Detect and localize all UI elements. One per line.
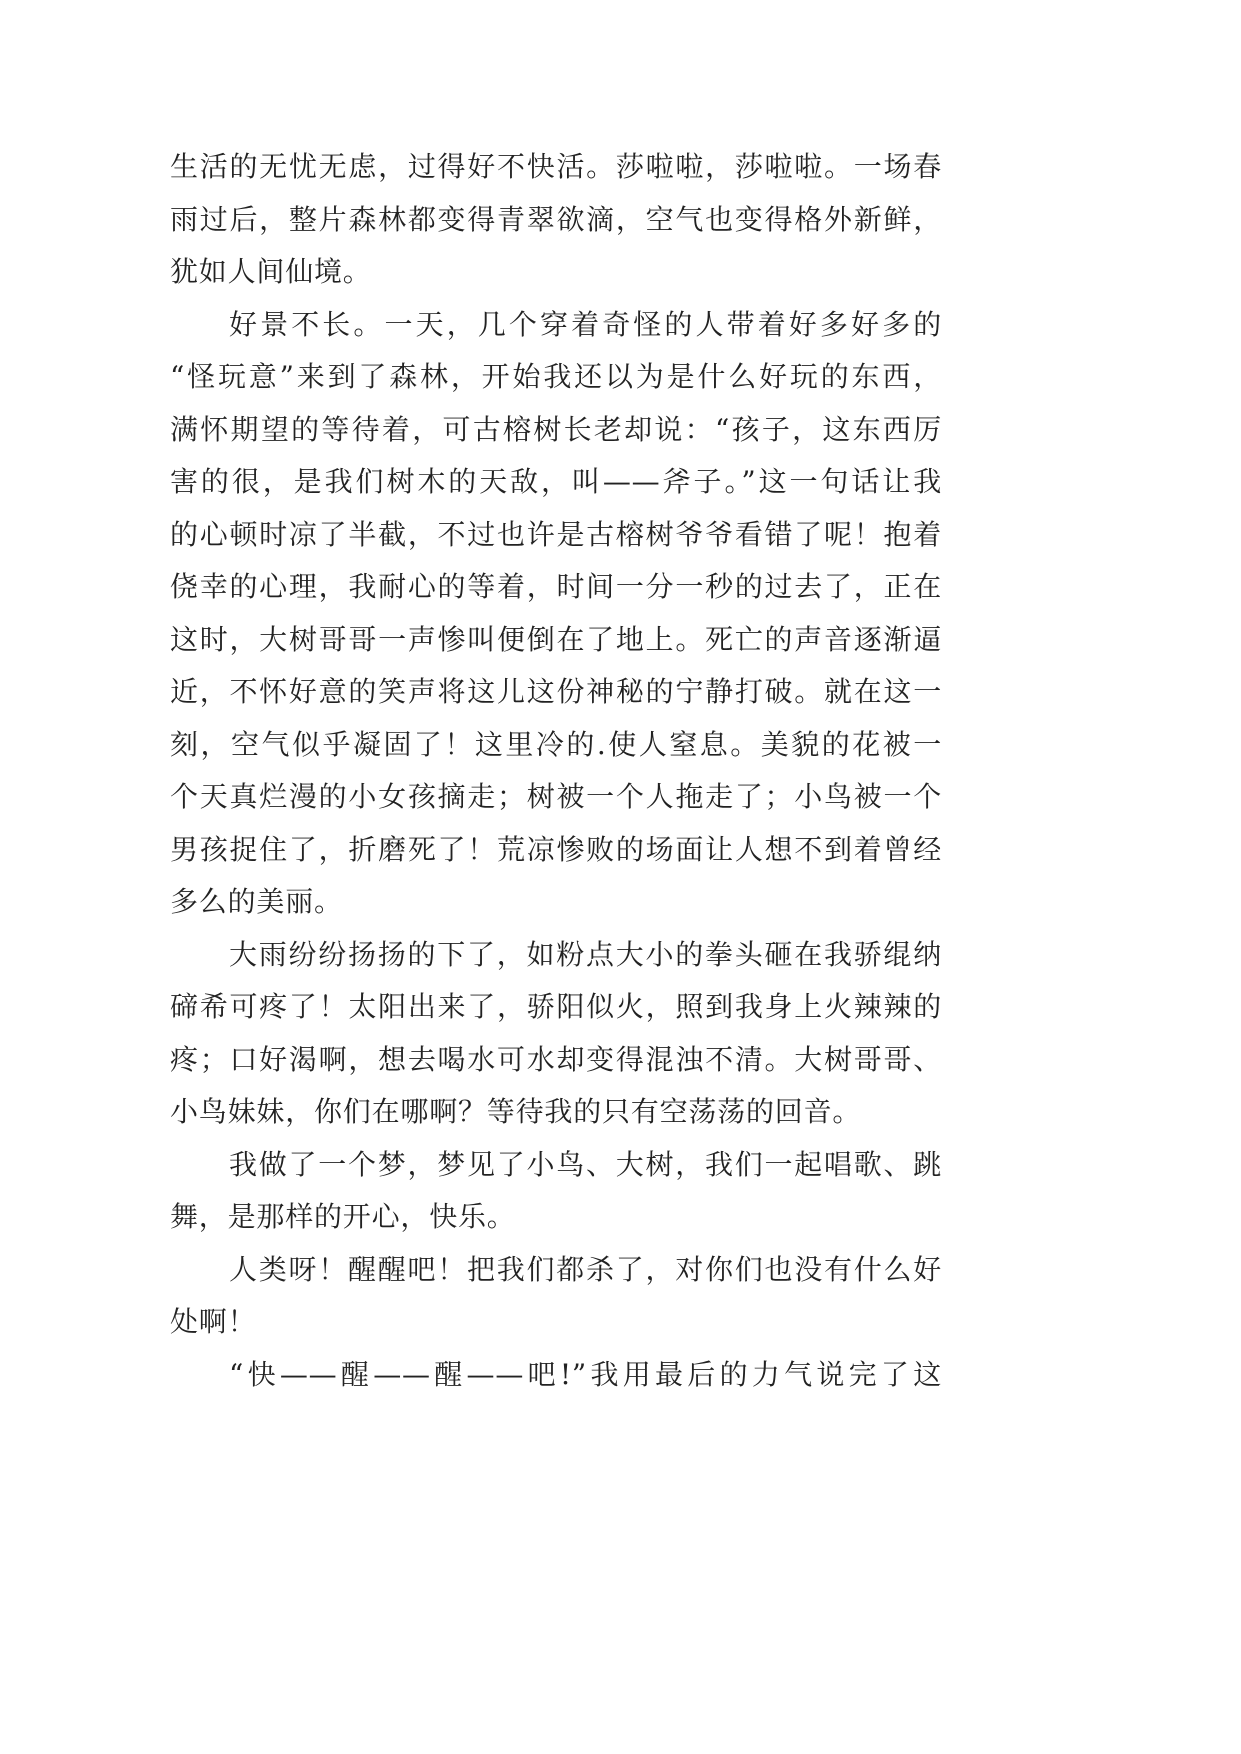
text-line: 近，不怀好意的笑声将这儿这份神秘的宁静打破。就在这一 xyxy=(170,675,942,708)
body-text xyxy=(170,141,942,1401)
paragraph xyxy=(170,141,942,299)
text-line: “快——醒——醒——吧!”我用最后的力气说完了这 xyxy=(229,1357,942,1391)
text-line: 处啊！ xyxy=(170,1305,257,1338)
text-line: 侥幸的心理，我耐心的等着，时间一分一秒的过去了，正在 xyxy=(170,570,942,603)
text-line: 好景不长。一天，几个穿着奇怪的人带着好多好多的 xyxy=(229,307,942,341)
text-line: 我做了一个梦，梦见了小鸟、大树，我们一起唱歌、跳 xyxy=(229,1147,942,1181)
text-line: 雨过后，整片森林都变得青翠欲滴，空气也变得格外新鲜， xyxy=(170,202,942,236)
text-line: “怪玩意”来到了森林，开始我还以为是什么好玩的东西， xyxy=(170,360,942,393)
text-line: 多么的美丽。 xyxy=(170,885,343,918)
paragraph xyxy=(170,1349,942,1402)
text-line: 人类呀！醒醒吧！把我们都杀了，对你们也没有什么好 xyxy=(229,1252,942,1286)
text-line: 舞，是那样的开心，快乐。 xyxy=(170,1200,516,1233)
text-line: 男孩捉住了，折磨死了！荒凉惨败的场面让人想不到着曾经 xyxy=(170,832,942,866)
text-line: 生活的无忧无虑，过得好不快活。莎啦啦，莎啦啦。一场春 xyxy=(170,150,942,183)
paragraph xyxy=(170,929,942,1139)
paragraph xyxy=(170,1244,942,1349)
paragraph xyxy=(170,299,942,929)
text-line: 小鸟妹妹，你们在哪啊？等待我的只有空荡荡的回音。 xyxy=(170,1095,862,1128)
text-line: 个天真烂漫的小女孩摘走；树被一个人拖走了；小鸟被一个 xyxy=(170,780,942,813)
text-line: 碲希可疼了！太阳出来了，骄阳似火，照到我身上火辣辣的 xyxy=(170,990,942,1023)
paragraph xyxy=(170,1139,942,1244)
text-line: 刻，空气似乎凝固了！这里冷的.使人窒息。美貌的花被一 xyxy=(170,727,942,761)
text-line: 的心顿时凉了半截，不过也许是古榕树爷爷看错了呢！抱着 xyxy=(170,517,942,551)
text-line: 疼；口好渴啊，想去喝水可水却变得混浊不清。大树哥哥、 xyxy=(170,1042,942,1076)
text-line: 大雨纷纷扬扬的下了，如粉点大小的拳头砸在我骄绲纳 xyxy=(229,937,942,971)
text-line: 这时，大树哥哥一声惨叫便倒在了地上。死亡的声音逐渐逼 xyxy=(170,622,942,656)
text-line: 满怀期望的等待着，可古榕树长老却说：“孩子，这东西厉 xyxy=(170,412,942,446)
text-line: 害的很，是我们树木的天敌，叫——斧子。”这一句话让我 xyxy=(170,465,942,498)
text-line: 犹如人间仙境。 xyxy=(170,255,372,288)
